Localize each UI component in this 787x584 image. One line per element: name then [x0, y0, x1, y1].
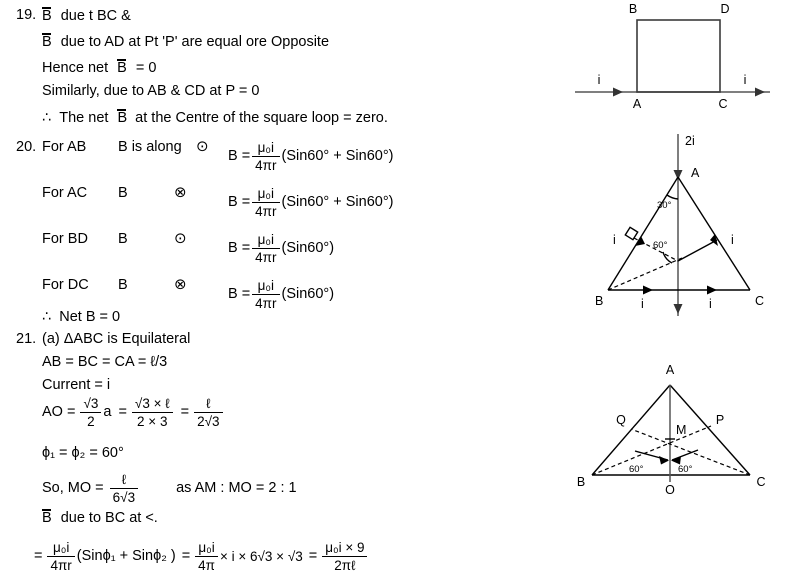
- p20-row-1-equation: [228, 186, 393, 219]
- ao-fraction-1: [80, 396, 101, 429]
- fraction-denominator: 4πr: [252, 248, 279, 265]
- triangle-label-B: B: [595, 294, 604, 308]
- p20-conclusion-text: Net B = 0: [59, 309, 121, 325]
- final-fraction-2: [195, 540, 218, 573]
- fraction-denominator: 6√3: [110, 488, 138, 505]
- p20-row-0-equation: [228, 140, 393, 173]
- p20-row-1-field: B: [118, 185, 128, 201]
- p21-b-due-text: due to BC at <.: [60, 510, 158, 526]
- p21-part-a-label: (a) ΔABC is Equilateral: [42, 331, 191, 347]
- figure-triangle-currents: [565, 128, 787, 326]
- mo-fraction: [110, 472, 138, 505]
- median-label-B: B: [576, 475, 586, 489]
- angle-arc-30: [667, 195, 678, 199]
- triangle-label-A: A: [691, 166, 700, 180]
- median-triangle-side-AB: [592, 385, 670, 475]
- p20-row-0-field: B is along: [118, 139, 182, 155]
- p20-row-0-b-equals: B =: [228, 148, 251, 165]
- ao-label: AO =: [42, 404, 76, 421]
- triangle-side-AC: [678, 177, 750, 290]
- ao-equals-2: =: [180, 404, 190, 421]
- p20-row-0-trig: (Sin60° + Sin60°): [281, 148, 394, 165]
- p20-row-2-field: B: [118, 231, 128, 247]
- fraction-numerator: √3: [83, 395, 99, 411]
- p19-line-4-text: Similarly, due to AB & CD at P = 0: [42, 83, 260, 99]
- final-equals-1: =: [181, 548, 191, 565]
- current-label-BC-right: i: [709, 297, 712, 311]
- right-angle-marker: [625, 227, 637, 239]
- angle-arc-60: [663, 252, 672, 263]
- p19-line-2: [42, 34, 329, 50]
- p20-row-0-segment: For AB: [42, 139, 87, 155]
- final-equals-2: =: [308, 548, 318, 565]
- p21-sides-line: AB = BC = CA = ℓ/3: [42, 354, 168, 370]
- current-label-AB: i: [613, 233, 616, 247]
- p21-b-due-line: [42, 510, 158, 526]
- arrow-head-left-icon: [659, 456, 669, 465]
- p20-row-1-fraction: [252, 186, 279, 219]
- wire-arrow-bottom-icon: [674, 304, 683, 314]
- vector-b-symbol: B: [42, 510, 52, 526]
- vector-b-symbol: B: [117, 60, 127, 76]
- median-label-O: O: [665, 483, 675, 497]
- triangle-side-AB: [608, 177, 678, 290]
- p20-row-0-direction-icon: ⊙: [196, 137, 209, 155]
- p20-row-1-b-equals: B =: [228, 194, 251, 211]
- median-label-Q: Q: [616, 413, 626, 427]
- wire-label-2i: 2i: [685, 134, 695, 148]
- p20-row-2-equation: [228, 232, 334, 265]
- median-angle-label-right: 60°: [678, 464, 693, 475]
- median-label-C: C: [756, 475, 766, 489]
- p20-row-2-segment: For BD: [42, 231, 88, 247]
- fraction-denominator: 4πr: [47, 556, 74, 573]
- median-angle-label-left: 60°: [629, 464, 644, 475]
- fraction-denominator: 2: [80, 412, 101, 429]
- fraction-numerator: μ₀i: [257, 185, 275, 201]
- fraction-numerator: μ₀i: [198, 539, 215, 555]
- p20-row-3-trig: (Sin60°): [281, 286, 335, 303]
- p19-line-5: [42, 110, 388, 126]
- square-current-left-label: i: [597, 73, 601, 87]
- dashed-cevian-BP: [592, 426, 711, 475]
- p20-row-1-segment: For AC: [42, 185, 88, 201]
- p20-row-3-field: B: [118, 277, 128, 293]
- p20-row-3-equation: [228, 278, 334, 311]
- p19-line-2-text: due to AD at Pt 'P' are equal ore Opposite: [60, 34, 330, 50]
- current-arrow-BC-left-icon: [643, 286, 653, 295]
- final-multiplication: × i × 6√3 × √3: [219, 548, 303, 564]
- p20-row-3-fraction: [252, 278, 279, 311]
- median-label-M: M: [676, 423, 687, 437]
- square-label-D: D: [720, 2, 730, 16]
- p19-line-4: [42, 84, 259, 99]
- fraction-denominator: 4πr: [252, 156, 279, 173]
- angle-label-30: 30°: [657, 200, 672, 211]
- current-arrow-BC-right-icon: [707, 286, 717, 295]
- fraction-numerator: μ₀i: [257, 277, 275, 293]
- p20-row-2-direction-icon: ⊙: [174, 229, 187, 247]
- current-label-AC: i: [731, 233, 734, 247]
- therefore-symbol: ∴: [42, 309, 52, 325]
- final-fraction-3: [322, 540, 367, 573]
- square-label-A: A: [632, 97, 642, 111]
- final-equals-0: =: [34, 548, 43, 565]
- problem-number-19: 19.: [16, 7, 37, 23]
- median-label-P: P: [715, 413, 725, 427]
- wire-arrow-top-icon: [674, 170, 683, 180]
- fraction-numerator: μ₀i × 9: [325, 539, 365, 555]
- current-arrow-right-icon: [755, 88, 765, 97]
- p19-line-5-mid: The net: [59, 110, 109, 126]
- problem-number-21: 21.: [16, 331, 37, 347]
- p19-line-3: [42, 60, 156, 76]
- p19-line-1-text: due t BC &: [60, 8, 131, 24]
- fraction-denominator: 2πℓ: [322, 556, 367, 573]
- line-center-to-AC: [678, 240, 717, 261]
- p20-row-2-fraction: [252, 232, 279, 265]
- p20-row-3-direction-icon: ⊗: [174, 275, 187, 293]
- triangle-label-C: C: [755, 294, 765, 308]
- figures-column: [565, 0, 787, 584]
- final-fraction-1: [47, 540, 74, 573]
- mo-note: as AM : MO = 2 : 1: [176, 480, 297, 497]
- square-label-C: C: [718, 97, 728, 111]
- p20-row-3-segment: For DC: [42, 277, 89, 293]
- fraction-numerator: μ₀i: [257, 139, 275, 155]
- fraction-numerator: ℓ: [121, 471, 127, 487]
- p20-row-1-direction-icon: ⊗: [174, 183, 187, 201]
- p20-row-3-b-equals: B =: [228, 286, 251, 303]
- square-current-right-label: i: [743, 73, 747, 87]
- vector-b-symbol: B: [42, 8, 52, 24]
- problem-number-20: 20.: [16, 139, 37, 155]
- p21-final-equation: [34, 540, 369, 573]
- fraction-denominator: 4πr: [252, 294, 279, 311]
- p19-line-3-post: = 0: [135, 60, 157, 76]
- mo-prefix: So, MO =: [42, 480, 104, 497]
- p19-line-3-pre: Hence net: [42, 60, 109, 76]
- vector-b-symbol: B: [42, 34, 52, 50]
- p21-mo-equation: [42, 472, 297, 505]
- fraction-denominator: 4πr: [252, 202, 279, 219]
- fraction-numerator: √3 × ℓ: [134, 395, 170, 411]
- fraction-denominator: 4π: [195, 556, 218, 573]
- p21-phi-line: ϕ₁ = ϕ₂ = 60°: [42, 445, 124, 461]
- fraction-numerator: μ₀i: [52, 539, 70, 555]
- fraction-numerator: μ₀i: [257, 231, 275, 247]
- ao-fraction-2: [132, 396, 173, 429]
- square-loop-shape: [637, 20, 720, 92]
- p19-line-5-post: at the Centre of the square loop = zero.: [135, 110, 388, 126]
- p21-current-line: Current = i: [42, 377, 111, 393]
- fraction-denominator: 2 × 3: [132, 412, 173, 429]
- therefore-symbol: ∴: [42, 110, 52, 126]
- ao-fraction-3: [194, 396, 222, 429]
- fraction-denominator: 2√3: [194, 412, 222, 429]
- p20-row-2-b-equals: B =: [228, 240, 251, 257]
- ao-variable-a: a: [103, 404, 112, 421]
- p21-ao-equation: [42, 396, 225, 429]
- p20-row-2-trig: (Sin60°): [281, 240, 335, 257]
- figure-triangle-median: [565, 352, 787, 512]
- vector-b-symbol: B: [117, 110, 128, 126]
- p20-row-0-fraction: [252, 140, 279, 173]
- current-label-BC-left: i: [641, 297, 644, 311]
- p19-line-1: [42, 8, 131, 24]
- angle-label-60: 60°: [653, 240, 668, 251]
- p20-conclusion: [42, 310, 120, 325]
- current-arrow-left-icon: [613, 88, 623, 97]
- median-label-A: A: [665, 363, 675, 377]
- final-trig: (Sinϕ₁ + Sinϕ₂ ): [76, 548, 176, 565]
- fraction-numerator: ℓ: [206, 395, 211, 411]
- p20-row-1-trig: (Sin60° + Sin60°): [281, 194, 394, 211]
- ao-equals-1: =: [118, 404, 127, 421]
- figure-square-loop: [565, 0, 787, 118]
- square-label-B: B: [628, 2, 638, 16]
